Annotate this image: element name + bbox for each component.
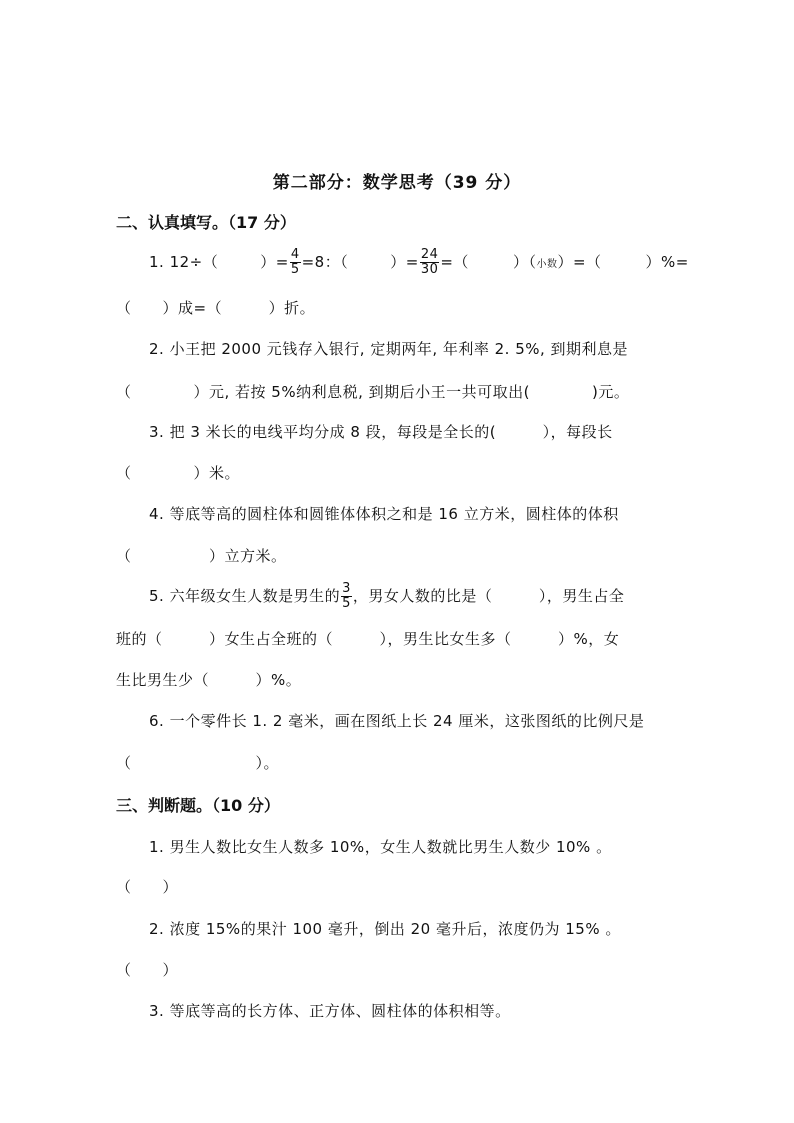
question-3-3-line-1: 3. 等底等高的长方体、正方体、圆柱体的体积相等。: [149, 1002, 511, 1020]
question-2-1-line-1: [149, 248, 689, 277]
q1-text-e: =（: [440, 253, 469, 271]
question-2-3-line-1: 3. 把 3 米长的电线平均分成 8 段，每段是全长的( ），每段长: [149, 423, 613, 441]
question-2-4-line-1: 4. 等底等高的圆柱体和圆锥体体积之和是 16 立方米，圆柱体的体积: [149, 505, 619, 523]
fraction-numerator: 4: [290, 247, 300, 262]
question-2-5-line-2: 班的（ ）女生占全班的（ ），男生比女生多（ ）%，女: [116, 630, 620, 648]
question-2-5-line-1: [149, 582, 624, 611]
question-2-4-line-2: （ ）立方米。: [116, 547, 287, 565]
q1-text-f: ）（: [512, 253, 537, 271]
q1-text-d: ）=: [390, 253, 419, 271]
section-2-heading: 二、认真填写。（17 分）: [116, 213, 296, 232]
question-2-5-line-3: 生比男生少（ ）%。: [116, 671, 302, 689]
fraction-24-30: [420, 248, 440, 277]
section-3-heading: 三、判断题。（10 分）: [116, 796, 280, 815]
fraction-numerator: 24: [420, 247, 439, 262]
question-3-2-answer: （ ）: [116, 961, 179, 979]
q1-text-a: 1. 12÷（: [149, 253, 219, 271]
fraction-4-5: [290, 248, 301, 277]
q1-text-h: ）%=: [645, 253, 689, 271]
fraction-denominator: 30: [420, 262, 439, 277]
question-3-1-line-1: 1. 男生人数比女生人数多 10%，女生人数就比男生人数少 10% 。: [149, 838, 612, 856]
fraction-denominator: 5: [342, 596, 351, 611]
question-2-6-line-1: 6. 一个零件长 1. 2 毫米，画在图纸上长 24 厘米，这张图纸的比例尺是: [149, 712, 645, 730]
question-2-6-line-2: （ ）。: [116, 754, 280, 772]
q1-small-label: 小数: [536, 259, 558, 270]
question-2-1-line-2: （ ）成=（ ）折。: [116, 299, 316, 317]
fraction-denominator: 5: [290, 262, 300, 277]
fraction-numerator: 3: [342, 581, 351, 596]
q1-text-c: =8：（: [301, 253, 349, 271]
question-3-1-answer: （ ）: [116, 878, 179, 896]
q5-text-b: ，男女人数的比是（ ），男生占全: [352, 587, 625, 605]
fraction-3-5: [341, 582, 352, 611]
question-2-2-line-2: （ ）元, 若按 5%纳利息税, 到期后小王一共可取出( )元。: [116, 383, 630, 401]
question-2-2-line-1: 2. 小王把 2000 元钱存入银行, 定期两年, 年利率 2. 5%, 到期利息是: [149, 340, 629, 358]
question-3-2-line-1: 2. 浓度 15%的果汁 100 毫升，倒出 20 毫升后，浓度仍为 15% 。: [149, 920, 621, 938]
q5-text-a: 5. 六年级女生人数是男生的: [149, 587, 341, 605]
page-title: 第二部分：数学思考（39 分）: [272, 173, 522, 193]
q1-text-g: ）=（: [557, 253, 602, 271]
question-2-3-line-2: （ ）米。: [116, 464, 241, 482]
q1-text-b: ）=: [260, 253, 289, 271]
